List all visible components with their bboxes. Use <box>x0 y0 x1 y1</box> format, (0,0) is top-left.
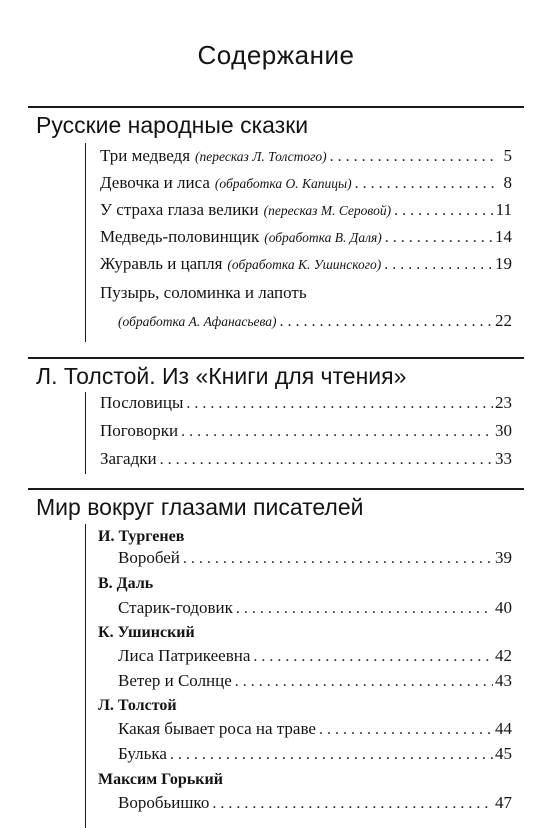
toc-entry-note: (обработка О. Капицы) <box>214 176 352 191</box>
toc-page-number: 42 <box>495 646 512 665</box>
toc-entry-title: У страха глаза велики <box>100 200 259 219</box>
toc-entry-note: (пересказ М. Серовой) <box>263 203 392 218</box>
dot-leader <box>170 746 493 764</box>
section-heading: Л. Толстой. Из «Книги для чтения» <box>36 363 407 389</box>
toc-entry[interactable] <box>100 227 512 249</box>
toc-entry-title[interactable]: Пузырь, соломинка и лапоть <box>100 283 307 302</box>
toc-entry-title: Девочка и лиса <box>100 173 210 192</box>
dot-leader <box>160 451 493 469</box>
dot-leader <box>280 313 493 331</box>
toc-page-number: 45 <box>495 744 512 763</box>
toc-entry[interactable] <box>100 449 512 471</box>
section-heading: Мир вокруг глазами писателей <box>36 494 364 520</box>
toc-entry[interactable] <box>100 200 512 222</box>
toc-page-number: 47 <box>495 793 512 812</box>
toc-entry[interactable] <box>118 598 512 620</box>
toc-page-number: 44 <box>495 719 512 738</box>
dot-leader <box>330 148 496 166</box>
toc-entry-title: Воробей <box>118 548 180 567</box>
toc-page-number: 33 <box>495 449 512 468</box>
toc-entry-note: (обработка В. Даля) <box>264 230 382 245</box>
toc-entry-note: (обработка А. Афанасьева) <box>118 314 277 329</box>
dot-leader <box>181 423 493 441</box>
dot-leader <box>319 721 493 739</box>
toc-entry-title: Лиса Патрикеевна <box>118 646 251 665</box>
toc-entry-title: Пословицы <box>100 393 184 412</box>
section-rule <box>28 488 524 490</box>
section-heading: Русские народные сказки <box>36 112 309 138</box>
toc-entry[interactable] <box>100 421 512 443</box>
toc-entry-title: Воробьишко <box>118 793 210 812</box>
toc-page-number: 40 <box>495 598 512 617</box>
toc-entry-note: (пересказ Л. Толстого) <box>195 149 327 164</box>
page-title: Содержание <box>197 40 355 70</box>
toc-page-number: 22 <box>495 311 512 330</box>
dot-leader <box>385 229 493 247</box>
author-name: К. Ушинский <box>98 624 195 641</box>
dot-leader <box>384 256 493 274</box>
toc-page-number: 14 <box>495 227 512 246</box>
dot-leader <box>183 550 493 568</box>
toc-page-number: 19 <box>495 254 512 273</box>
dot-leader <box>212 795 493 813</box>
toc-entry[interactable] <box>100 146 512 168</box>
toc-entry-title: Булька <box>118 744 167 763</box>
toc-entry-note: (обработка К. Ушинского) <box>227 257 382 272</box>
toc-page-number: 11 <box>495 200 512 219</box>
toc-entry[interactable] <box>100 254 512 276</box>
toc-entry[interactable] <box>100 173 512 195</box>
toc-entry[interactable] <box>100 393 512 415</box>
author-name: В. Даль <box>98 575 154 592</box>
toc-entry-title: Три медведя <box>100 146 191 165</box>
toc-entry[interactable] <box>118 646 512 668</box>
toc-entry-title: Медведь-половинщик <box>100 227 260 246</box>
section-vertical-rule <box>85 524 86 828</box>
author-name: Л. Толстой <box>98 697 177 714</box>
section-rule <box>28 357 524 359</box>
toc-page-number: 43 <box>495 671 512 690</box>
toc-page-number: 23 <box>495 393 512 412</box>
toc-page-number: 39 <box>495 548 512 567</box>
toc-entry[interactable] <box>118 744 512 766</box>
toc-entry-title: Журавль и цапля <box>100 254 223 273</box>
section-vertical-rule <box>85 143 86 342</box>
toc-page-number: 30 <box>495 421 512 440</box>
section-vertical-rule <box>85 392 86 474</box>
dot-leader <box>394 202 494 220</box>
toc-entry-title: Поговорки <box>100 421 179 440</box>
toc-page-number: 8 <box>503 173 512 192</box>
author-name: Максим Горький <box>98 771 223 788</box>
dot-leader <box>253 648 493 666</box>
dot-leader <box>235 673 493 691</box>
toc-entry[interactable] <box>118 548 512 570</box>
toc-entry-title: Какая бывает роса на траве <box>118 719 316 738</box>
dot-leader <box>355 175 496 193</box>
dot-leader <box>236 600 493 618</box>
toc-page-number: 5 <box>503 146 512 165</box>
author-name: И. Тургенев <box>98 528 185 545</box>
toc-entry[interactable] <box>118 719 512 741</box>
toc-entry-title: Ветер и Солнце <box>118 671 232 690</box>
section-rule <box>28 106 524 108</box>
toc-entry[interactable] <box>118 671 512 693</box>
dot-leader <box>186 395 493 413</box>
toc-entry[interactable] <box>118 311 512 333</box>
toc-entry-title: Старик-годовик <box>118 598 233 617</box>
toc-entry[interactable] <box>118 793 512 815</box>
toc-entry-title: Загадки <box>100 449 157 468</box>
